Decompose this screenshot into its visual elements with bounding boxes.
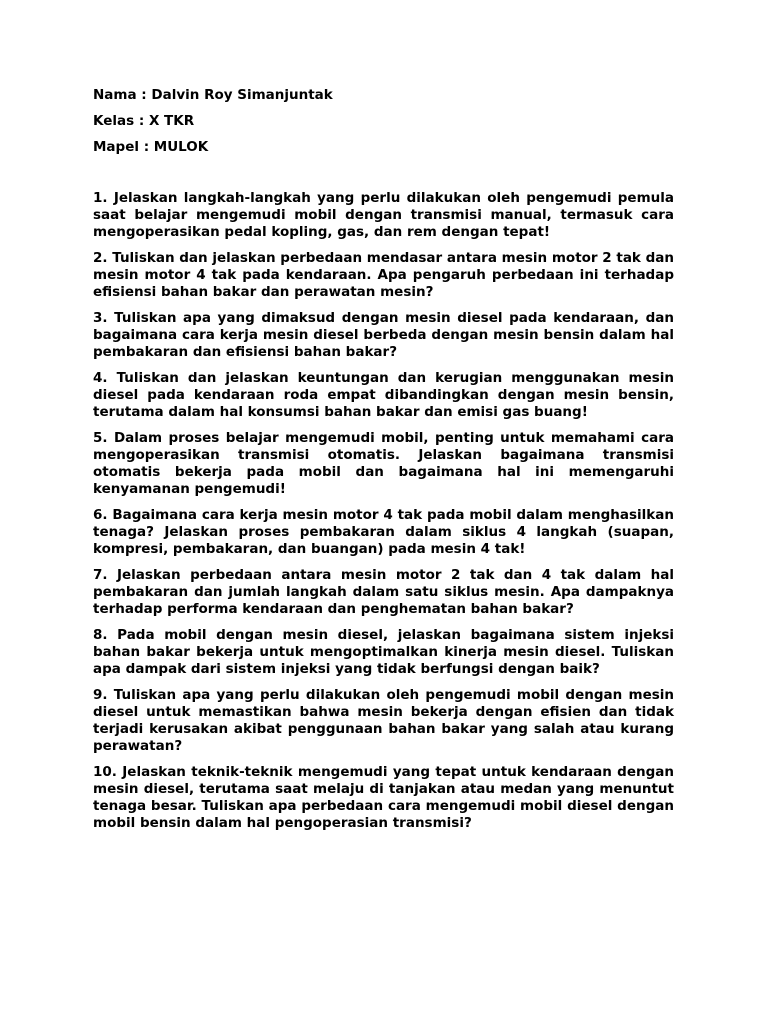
question-4: 4. Tuliskan dan jelaskan keuntungan dan kerugian menggunakan mesin diesel pada kendaraan roda empat dibandingkan dengan mesin bensin, terutama dalam hal konsumsi bahan bakar dan emisi gas buang!: [93, 370, 674, 420]
subject: Mapel : MULOK: [93, 139, 209, 155]
question-10: 10. Jelaskan teknik-teknik mengemudi yang tepat untuk kendaraan dengan mesin diesel, terutama saat melaju di tanjakan atau medan yang menuntut tenaga besar. Tuliskan apa perbedaan cara mengemudi mobil diesel dengan mobil bensin dalam hal pengoperasian transmisi?: [93, 764, 674, 831]
question-list: [93, 190, 674, 832]
question-9: 9. Tuliskan apa yang perlu dilakukan oleh pengemudi mobil dengan mesin diesel untuk memastikan bahwa mesin bekerja dengan efisien dan tidak terjadi kerusakan akibat penggunaan bahan bakar yang salah atau kurang perawatan?: [93, 687, 674, 754]
student-info: [93, 86, 674, 156]
question-1: 1. Jelaskan langkah-langkah yang perlu dilakukan oleh pengemudi pemula saat belajar mengemudi mobil dengan transmisi manual, termasuk cara mengoperasikan pedal kopling, gas, dan rem dengan tepat!: [93, 190, 674, 240]
student-name: Nama : Dalvin Roy Simanjuntak: [93, 87, 333, 103]
student-class: Kelas : X TKR: [93, 113, 195, 129]
question-6: 6. Bagaimana cara kerja mesin motor 4 tak pada mobil dalam menghasilkan tenaga? Jelaskan proses pembakaran dalam siklus 4 langkah (suapan, kompresi, pembakaran, dan buangan) pada mesin 4 tak!: [93, 507, 674, 557]
question-2: 2. Tuliskan dan jelaskan perbedaan mendasar antara mesin motor 2 tak dan mesin motor 4 tak pada kendaraan. Apa pengaruh perbedaan ini terhadap efisiensi bahan bakar dan perawatan mesin?: [93, 250, 674, 300]
question-8: 8. Pada mobil dengan mesin diesel, jelaskan bagaimana sistem injeksi bahan bakar bekerja untuk mengoptimalkan kinerja mesin diesel. Tuliskan apa dampak dari sistem injeksi yang tidak berfungsi dengan baik?: [93, 627, 674, 677]
question-5: 5. Dalam proses belajar mengemudi mobil, penting untuk memahami cara mengoperasikan transmisi otomatis. Jelaskan bagaimana transmisi otomatis bekerja pada mobil dan bagaimana hal ini memengaruhi kenyamanan pengemudi!: [93, 430, 674, 497]
document-page: [93, 86, 674, 841]
question-3: 3. Tuliskan apa yang dimaksud dengan mesin diesel pada kendaraan, dan bagaimana cara kerja mesin diesel berbeda dengan mesin bensin dalam hal pembakaran dan efisiensi bahan bakar?: [93, 310, 674, 360]
question-7: 7. Jelaskan perbedaan antara mesin motor 2 tak dan 4 tak dalam hal pembakaran dan jumlah langkah dalam satu siklus mesin. Apa dampaknya terhadap performa kendaraan dan penghematan bahan bakar?: [93, 567, 674, 617]
